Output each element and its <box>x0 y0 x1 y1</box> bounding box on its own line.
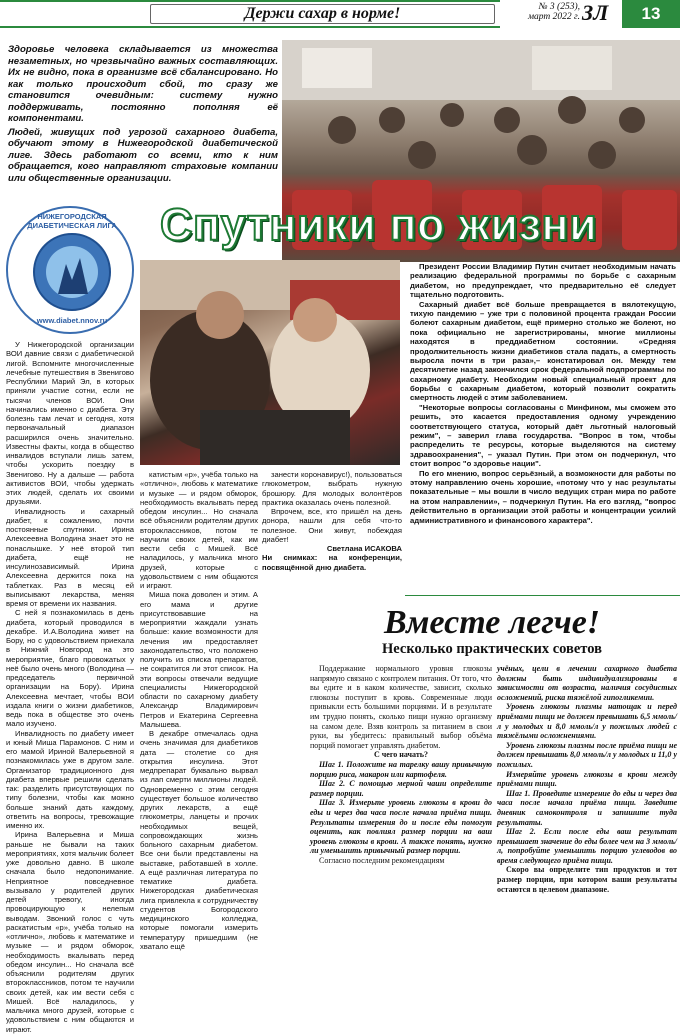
lead-paragraph-1: Здоровье человека складывается из множества незаметных, но чрезвычайно важных составляющих. Их не видно, пока в организме всё сбалансировано. Но как только происходит сбой, то сразу же становится очевидным: систему нужно поддерживать, постоянно пополняя её компонентами. <box>8 44 278 124</box>
stamp-url: www.diabet.nnov.ru <box>36 316 108 325</box>
step: Шаг 2. С помощью мерной чаши определите размер порции. <box>310 779 492 798</box>
paragraph: С ней я познакомилась в день диабета, который проводился в декабре. И.А.Володина живет на Бору, но с удовольствием приехала в Нижний Новгород на это мероприятие, благо провожатых у неё было очень много (Володина — председатель первичной организации на Бору). Ирина Алексеевна мечтает, чтобы ВОИ издала книги о жизни диабетиков, ведь пока в обществе это очень мало изучено. <box>6 608 134 729</box>
step: Шаг 1. Проведите измерение до еды и через два часа после начала приёма пищи. Заведите дневник самоконтроля и запишите туда результаты. <box>497 788 677 827</box>
paragraph: Инвалидность по диабету имеет и юный Миша Парамонов. С ним и его мамой Ириной Валерьевной я познакомилась уже в другом зале. Организатор традиционного дня диабета впервые решили сделать так: разделить присутствующих по типу болезни, чтобы как можно больше знаний дать каждому, ответить на вопросы, тревожащие именно их. <box>6 728 134 830</box>
paragraph: катистым «р», учёба только на «отлично», любовь к математике и музыке — и рядом обморок, необходимость вкалывать перед обедом инсулин... Но сначала всё объяснили родителям других второклассников, потом те научили своих детей, как им вести себя с Мишей. Всё наладилось, у мальчика много друзей, которые с удовольствием с ним общаются и играют. <box>140 470 258 590</box>
paragraph: В декабре отмечалась одна очень значимая для диабетиков дата — столетие со дня открытия инсулина. Этот медпрепарат буквально вырвал из лап смерти миллионы людей. Одновременно с этим сегодня существует большое количество других лекарств, а ещё глюкометры, ланцеты и прочих необходимых вещей, сопровождающих жизнь больного сахарным диабетом. Все они были представлены на выставке, работавшей в холле. А ещё различная литература по тематике диабета. Нижегородская диабетическая лига привлекла к сотрудничеству студентов Богородского медицинского колледжа, которые помогали измерить температуру пришедшим (не хватало ещё <box>140 729 258 951</box>
paragraph: Поддержание нормального уровня глюкозы напрямую связано с контролем питания. От того, что вы едите и в каком количестве, зависит, сколько глюкозы поступит в кровь. Современные люди привыкли есть большими порциями. И в результате им трудно понять, сколько пищи нужно организму на самом деле. Взяв контроль за питанием в свои руки, вы убедитесь: правильный выбор объёма порций помогает управлять диабетом. <box>310 664 492 750</box>
paragraph: "Некоторые вопросы согласованы с Минфином, мы сможем это решить, это касается предоставления одному учреждению соответствующего статуса, который даёт льготный налоговый режим", – заверил глава государства. "Вопрос в том, чтобы распределить те ресурсы, которые выделяются на систему здравоохранения", – указал Путин. При этом он подчеркнул, что стоит вопрос "о здоровье нации". <box>410 402 676 469</box>
paragraph: Скоро вы определите тип продуктов и тот размер порции, при котором ваши результаты остаются в целевом диапазоне. <box>497 865 677 894</box>
paragraph: По его мнению, вопрос серьёзный, а возможности для работы по этому направлению очень хорошие, «потому что у нас результаты показательные – мы вошли в число ведущих стран мира по работе на этом направлении», – подчеркнул Путин. На его взгляд, "вопрос действительно в организации этой работы и концентрации усилий административного и финансового характера". <box>410 468 676 525</box>
photo-illustration <box>140 260 400 465</box>
paragraph: Сахарный диабет всё больше превращается в вялотекущую, тихую пандемию – уже три с половиной процента граждан России болеют сахарным диабетом, ещё примерно столько же болеют, но пока официально не зарегистрированы, многие миллионы находятся в преддиабетном состоянии. «Средняя продолжительность жизни диабетиков стала падать, а смертность выросла почти в три раза»,– констатировал он. Между тем десятилетие назад закончился срок федеральной подпрограммы по сахарному диабету. Необходим новый специальный проект для борьбы с сахарным диабетом, который позволит сократить смертность людей с этим заболеванием. <box>410 299 676 403</box>
paragraph: Инвалидность и сахарный диабет, к сожалению, почти постоянные спутники. Ирина Алексеевна Володина знает это не понаслышке. У неё второй тип диабета, ещё не инсулинозависимый. Ирина Алексеевна держится пока на таблетках. Раз в месяц ей выписывают лекарства, меняя время от времени их названия. <box>6 506 134 608</box>
step: Шаг 2. Если после еды ваш результат превышает значение до еды более чем на 3 ммоль/л, попробуйте уменьшить порцию углеводов во время следующего приёма пищи. <box>497 827 677 865</box>
page-number: 13 <box>622 0 680 28</box>
article-column-2 <box>140 470 258 951</box>
issue-number: № 3 (253), <box>538 2 580 12</box>
paragraph: занести коронавирус!), пользоваться глюкометром, выбрать нужную брошюру. Для молодых волонтёров практика оказалась очень полезной. <box>262 470 402 507</box>
article-headline: Спутники по жизни <box>160 199 598 250</box>
paragraph: Уровень глюкозы плазмы натощак и перед приёмами пищи не должен превышать 6,5 ммоль/л у молодых и 8,0 ммоль/л у пожилых людей с тяжёлыми осложнениями. <box>497 702 677 741</box>
tips-column-left <box>310 664 492 942</box>
section-divider <box>405 595 680 596</box>
step: Шаг 3. Измерьте уровень глюкозы в крови до еды и через два часа после начала приёма пищи. Результаты измерения до и после еды помогут оценить, как повлиял размер порции на ваш уровень глюкозы в крови. А также понять, нужно ли уменьшить привычный размер порции. <box>310 798 492 856</box>
step: Шаг 1. Положите на тарелку вашу привычную порцию риса, макарон или картофеля. <box>310 759 492 779</box>
conference-photo-middle <box>140 260 400 465</box>
stamp-ring-text: НИЖЕГОРОДСКАЯ ДИАБЕТИЧЕСКАЯ ЛИГА <box>27 212 117 230</box>
paragraph: Президент России Владимир Путин считает необходимым начать реализацию федеральной программы по борьбе с сахарным диабетом, но предупреждает, что предварительно её следует тщательно подготовить. <box>410 262 676 300</box>
newspaper-logo: ЗЛ <box>582 0 609 25</box>
author-signature: Светлана ИСАКОВА <box>326 544 402 553</box>
paragraph: У Нижегородской организации ВОИ давние связи с диабетической лигой. Вспомните многочисленные лечебные путешествия в Звенигово Республики Марий Эл, в которых приняли участие сотни, если не тысячи членов ВОИ. Они начинались именно с диабета. Эту болезнь там лечат и сегодня, хотя первоначальный диапазон расширился очень значительно. Известны факты, когда в общество инвалидов вступали лишь затем, чтобы ускорить поездку в Звенигово. Ну а дальше — работа активистов ВОИ, чтобы удержать этих людей, сделать их своими друзьями. <box>6 340 134 507</box>
section-title: Вместе легче! <box>383 604 601 641</box>
subheading: С чего начать? <box>373 750 429 760</box>
paragraph: Согласно последним рекомендациям <box>319 855 445 865</box>
paragraph: Впрочем, все, кто пришёл на день донора, нашли для себя что-то полезное. Они живут, побеждая диабет! <box>262 507 402 544</box>
photo-caption: Ни снимках: на конференции, посвящённой дню диабета. <box>262 553 402 572</box>
putin-article <box>410 262 676 592</box>
article-column-1 <box>6 340 134 1034</box>
paragraph: Измеряйте уровень глюкозы в крови между приёмами пищи. <box>497 769 677 789</box>
article-lead <box>8 44 278 186</box>
issue-info <box>504 2 580 23</box>
paragraph: Уровень глюкозы плазмы после приёма пищи не должен превышать 8,0 ммоль/л у молодых и 11,0 у пожилых. <box>497 740 677 769</box>
paragraph: Миша пока доволен и этим. А его мама и другие присутствовавшие на мероприятии жаждали узнать больше: какие возможности для лечения им предоставляет законодательство, что положено получить из списка препаратов, не сократится ли этот список. На эти вопросы отвечали ведущие специалисты Нижегородской области по сахарному диабету Александр Владимирович Петров и Екатерина Сергеевна Малышева. <box>140 590 258 729</box>
rubric-title: Держи сахар в норме! <box>150 4 495 24</box>
paragraph: Ирина Валерьевна и Миша раньше не бывали на таких мероприятиях, хотя мальчик болеет уже довольно давно. В школе сначала было недопонимание. Неприятное повседневное вызывало у родителей других детей тревогу, иногда провоцирующую к нелепым выводам. Звонкий голос с чуть раскатистым «р», учёба только на «отлично», любовь к математике и музыке — и рядом обморок, необходимость вкалывать перед обедом инсулин... Но сначала всё объяснили родителям других второклассников, потом те научили своих детей, как им вести себя с Мишей. Всё наладилось, у мальчика много друзей, которые с удовольствием с ним общаются и играют. <box>6 830 134 1034</box>
article-column-3 <box>262 470 402 600</box>
section-subtitle: Несколько практических советов <box>382 641 602 657</box>
paragraph: учёных, цели в лечении сахарного диабета должны быть индивидуализированы в зависимости от возраста, наличия сосудистых осложнений, риска тяжёлой гипогликемии. <box>497 664 677 702</box>
issue-date: март 2022 г. <box>527 12 580 23</box>
lead-paragraph-2: Людей, живущих под угрозой сахарного диабета, обучают этому в Нижегородской диабетической лиге. Здесь работают со всеми, кто к ним обращается, кого направляют страховые компании или общественные организации. <box>8 126 278 184</box>
diabetes-league-stamp <box>6 206 134 334</box>
tips-column-right <box>497 664 677 942</box>
